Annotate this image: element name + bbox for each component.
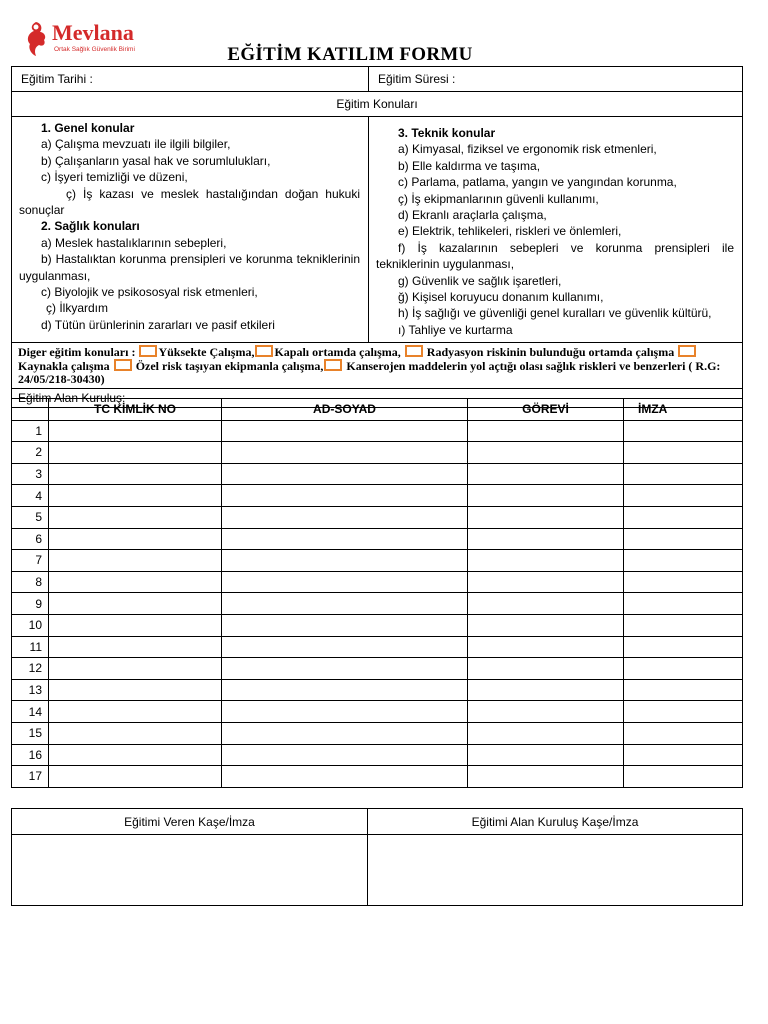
signature-cell[interactable]	[624, 658, 743, 680]
name-cell[interactable]	[222, 636, 468, 658]
row-number: 12	[12, 658, 49, 680]
tc-no-cell[interactable]	[49, 506, 222, 528]
tc-no-cell[interactable]	[49, 571, 222, 593]
other-option-label: Kapalı ortamda çalışma,	[274, 345, 401, 360]
row-number: 15	[12, 722, 49, 744]
table-row	[12, 571, 743, 593]
signature-cell[interactable]	[624, 420, 743, 442]
tc-no-cell[interactable]	[49, 442, 222, 464]
health-topic-item: c) Biyolojik ve psikososyal risk etmenleri,	[41, 285, 258, 300]
table-row	[12, 506, 743, 528]
organization-signature-box[interactable]	[368, 835, 743, 906]
table-row	[12, 766, 743, 788]
signature-cell[interactable]	[624, 506, 743, 528]
name-cell[interactable]	[222, 701, 468, 723]
name-cell[interactable]	[222, 593, 468, 615]
technical-topic-item: ı) Tahliye ve kurtarma	[398, 322, 513, 337]
organization-label: Eğitim Alan Kuruluş:	[12, 389, 743, 408]
participants-table	[11, 398, 743, 788]
checkbox-icon[interactable]	[324, 359, 342, 371]
other-option-label: Yüksekte Çalışma,	[158, 345, 255, 360]
signature-cell[interactable]	[624, 722, 743, 744]
logo-name: Mevlana	[52, 20, 134, 45]
technical-topic-item: d) Ekranlı araçlarla çalışma,	[398, 208, 547, 223]
row-number: 3	[12, 463, 49, 485]
role-cell[interactable]	[468, 722, 624, 744]
form-title: EĞİTİM KATILIM FORMU	[227, 44, 473, 65]
name-cell[interactable]	[222, 485, 468, 507]
name-cell[interactable]	[222, 571, 468, 593]
technical-topic-item: c) Parlama, patlama, yangın ve yangından korunma,	[398, 175, 677, 190]
other-topics-label: Diger eğitim konuları :	[18, 345, 136, 360]
row-number: 1	[12, 420, 49, 442]
signature-cell[interactable]	[624, 463, 743, 485]
name-cell[interactable]	[222, 614, 468, 636]
table-row	[12, 463, 743, 485]
table-row	[12, 485, 743, 507]
name-cell[interactable]	[222, 679, 468, 701]
table-row	[12, 593, 743, 615]
general-topic-item: c) İşyeri temizliği ve düzeni,	[41, 170, 188, 185]
role-cell[interactable]	[468, 463, 624, 485]
form-header-table	[11, 66, 743, 408]
name-cell[interactable]	[222, 766, 468, 788]
table-row	[12, 658, 743, 680]
role-cell[interactable]	[468, 485, 624, 507]
other-topics-row	[12, 343, 743, 389]
name-cell[interactable]	[222, 744, 468, 766]
role-cell[interactable]	[468, 744, 624, 766]
technical-topic-item: ğ) Kişisel koruyucu donanım kullanımı,	[398, 290, 604, 305]
row-number: 10	[12, 614, 49, 636]
role-cell[interactable]	[468, 679, 624, 701]
checkbox-icon[interactable]	[678, 345, 696, 357]
row-number: 6	[12, 528, 49, 550]
role-cell[interactable]	[468, 550, 624, 572]
row-number-header	[12, 399, 49, 421]
signature-cell[interactable]	[624, 636, 743, 658]
other-option-label: Radyasyon riskinin bulunduğu ortamda çalışma	[426, 345, 675, 360]
topics-left-column	[12, 117, 369, 343]
signature-table	[11, 808, 743, 906]
column-header: TC KİMLİK NO	[49, 399, 222, 421]
signature-cell[interactable]	[624, 550, 743, 572]
signature-cell[interactable]	[624, 614, 743, 636]
role-cell[interactable]	[468, 442, 624, 464]
table-row	[12, 614, 743, 636]
tc-no-cell[interactable]	[49, 463, 222, 485]
checkbox-icon[interactable]	[114, 359, 132, 371]
role-cell[interactable]	[468, 658, 624, 680]
signature-cell[interactable]	[624, 485, 743, 507]
table-row	[12, 528, 743, 550]
training-date-label: Eğitim Tarihi :	[21, 72, 93, 86]
row-number: 16	[12, 744, 49, 766]
tc-no-cell[interactable]	[49, 658, 222, 680]
signature-cell[interactable]	[624, 766, 743, 788]
row-number: 8	[12, 571, 49, 593]
logo-subtitle: Ortak Sağlık Güvenlik Birimi	[54, 46, 135, 53]
tc-no-cell[interactable]	[49, 614, 222, 636]
tc-no-cell[interactable]	[49, 679, 222, 701]
table-row	[12, 744, 743, 766]
general-topics-heading: 1. Genel konular	[41, 121, 135, 135]
topics-header: Eğitim Konuları	[12, 92, 743, 117]
signature-cell[interactable]	[624, 701, 743, 723]
trainer-signature-label: Eğitimi Veren Kaşe/İmza	[12, 809, 368, 835]
role-cell[interactable]	[468, 701, 624, 723]
tc-no-cell[interactable]	[49, 528, 222, 550]
checkbox-icon[interactable]	[255, 345, 273, 357]
table-row	[12, 550, 743, 572]
table-row	[12, 679, 743, 701]
name-cell[interactable]	[222, 442, 468, 464]
health-topics-heading: 2. Sağlık konuları	[41, 219, 140, 234]
health-topic-item: d) Tütün ürünlerinin zararları ve pasif etkileri	[41, 317, 275, 332]
general-topic-item: b) Çalışanların yasal hak ve sorumlulukları,	[41, 153, 271, 168]
role-cell[interactable]	[468, 528, 624, 550]
general-topic-item: a) Çalışma mevzuatı ile ilgili bilgiler,	[41, 137, 231, 152]
tc-no-cell[interactable]	[49, 420, 222, 442]
column-header: AD-SOYAD	[222, 399, 468, 421]
technical-topic-item: a) Kimyasal, fiziksel ve ergonomik risk etmenleri,	[398, 142, 657, 157]
row-number: 4	[12, 485, 49, 507]
table-row	[12, 442, 743, 464]
technical-topic-item: h) İş sağlığı ve güvenliği genel kuralları ve güvenlik kültürü,	[398, 306, 712, 321]
role-cell[interactable]	[468, 593, 624, 615]
other-option-label: Özel risk taşıyan ekipmanla çalışma,	[135, 359, 324, 374]
role-cell[interactable]	[468, 420, 624, 442]
row-number: 9	[12, 593, 49, 615]
name-cell[interactable]	[222, 528, 468, 550]
row-number: 2	[12, 442, 49, 464]
tc-no-cell[interactable]	[49, 701, 222, 723]
row-number: 7	[12, 550, 49, 572]
technical-topic-item: g) Güvenlik ve sağlık işaretleri,	[398, 273, 562, 288]
name-cell[interactable]	[222, 550, 468, 572]
role-cell[interactable]	[468, 614, 624, 636]
tc-no-cell[interactable]	[49, 766, 222, 788]
column-header: GÖREVİ	[468, 399, 624, 421]
tc-no-cell[interactable]	[49, 593, 222, 615]
signature-cell[interactable]	[624, 744, 743, 766]
tc-no-cell[interactable]	[49, 744, 222, 766]
organization-signature-label: Eğitimi Alan Kuruluş Kaşe/İmza	[368, 809, 743, 835]
table-header-row	[12, 399, 743, 421]
name-cell[interactable]	[222, 420, 468, 442]
signature-cell[interactable]	[624, 528, 743, 550]
health-topic-item: b) Hastalıktan korunma prensipleri ve korunma tekniklerinin uygulanması,	[19, 252, 360, 283]
role-cell[interactable]	[468, 506, 624, 528]
name-cell[interactable]	[222, 658, 468, 680]
role-cell[interactable]	[468, 636, 624, 658]
role-cell[interactable]	[468, 766, 624, 788]
name-cell[interactable]	[222, 506, 468, 528]
row-number: 17	[12, 766, 49, 788]
row-number: 14	[12, 701, 49, 723]
health-topic-item: ç) İlkyardım	[46, 301, 109, 316]
tc-no-cell[interactable]	[49, 485, 222, 507]
topics-right-column	[369, 117, 743, 343]
training-duration-label: Eğitim Süresi :	[378, 72, 456, 86]
signature-cell[interactable]	[624, 593, 743, 615]
technical-topics-heading: 3. Teknik konular	[398, 126, 496, 140]
tc-no-cell[interactable]	[49, 636, 222, 658]
table-row	[12, 701, 743, 723]
tc-no-cell[interactable]	[49, 722, 222, 744]
technical-topic-item: b) Elle kaldırma ve taşıma,	[398, 158, 541, 173]
signature-cell[interactable]	[624, 442, 743, 464]
trainer-signature-box[interactable]	[12, 835, 368, 906]
row-number: 11	[12, 636, 49, 658]
row-number: 5	[12, 506, 49, 528]
tc-no-cell[interactable]	[49, 550, 222, 572]
technical-topic-item: ç) İş ekipmanlarının güvenli kullanımı,	[398, 191, 599, 206]
row-number: 13	[12, 679, 49, 701]
table-row	[12, 636, 743, 658]
table-row	[12, 420, 743, 442]
health-topic-item: a) Meslek hastalıklarının sebepleri,	[41, 235, 227, 250]
training-date-field[interactable]	[12, 67, 369, 92]
training-duration-field[interactable]	[369, 67, 743, 92]
signature-cell[interactable]	[624, 679, 743, 701]
other-option-label: Kanserojen maddelerin yol açtığı olası sağlık riskleri ve benzerleri ( R.G: 24/05/218-30430)	[18, 359, 721, 387]
name-cell[interactable]	[222, 722, 468, 744]
technical-topic-item: e) Elektrik, tehlikeleri, riskleri ve önlemleri,	[398, 224, 622, 239]
name-cell[interactable]	[222, 463, 468, 485]
other-option-label: Kaynakla çalışma	[18, 359, 110, 374]
table-row	[12, 722, 743, 744]
checkbox-icon[interactable]	[405, 345, 423, 357]
checkbox-icon[interactable]	[139, 345, 157, 357]
signature-cell[interactable]	[624, 571, 743, 593]
role-cell[interactable]	[468, 571, 624, 593]
technical-topic-item: f) İş kazalarının sebepleri ve korunma prensipleri ile tekniklerinin uygulanması,	[376, 240, 734, 272]
column-header: İMZA	[624, 399, 743, 421]
general-topic-item: ç) İş kazası ve meslek hastalığından doğan hukuki sonuçlar	[19, 186, 360, 218]
